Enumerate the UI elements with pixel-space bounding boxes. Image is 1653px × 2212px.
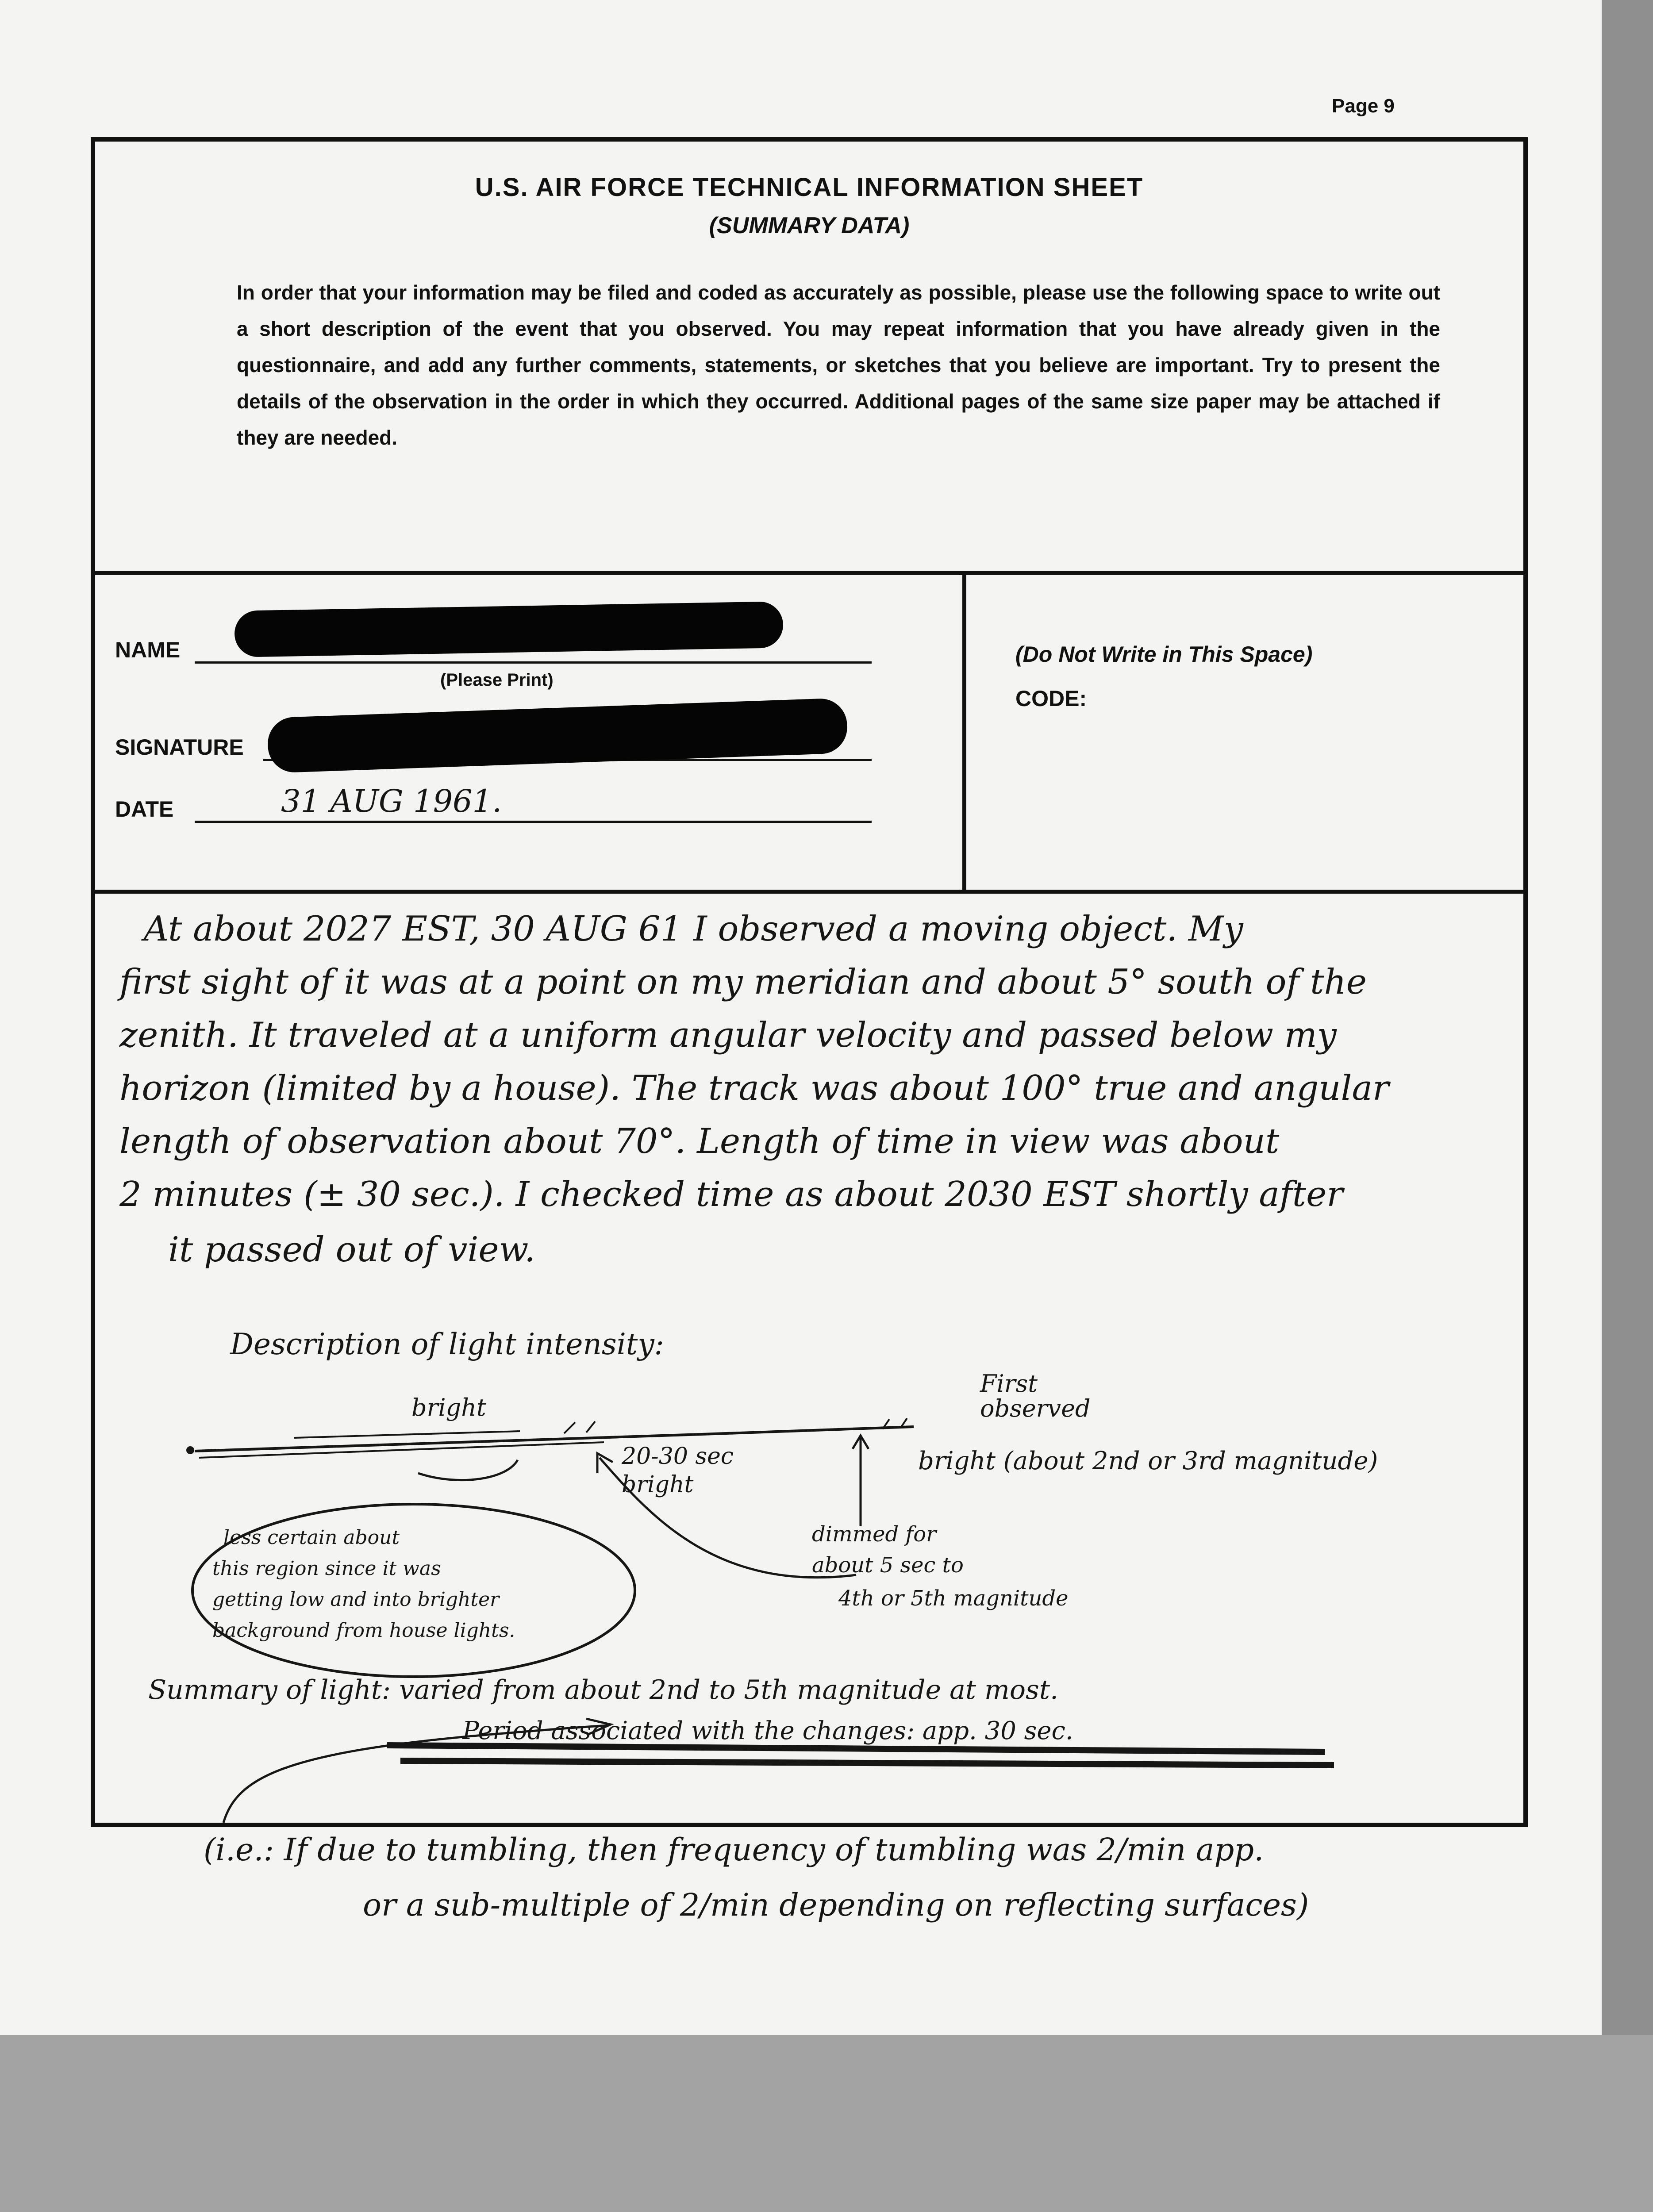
circled-note-3: getting low and into brighter	[212, 1588, 500, 1611]
description-line-1: At about 2027 EST, 30 AUG 61 I observed a moving object. My	[144, 909, 1243, 949]
sketch-first-observed: First observed	[980, 1370, 1091, 1422]
scan-background	[0, 2035, 1653, 2212]
form-subtitle: (SUMMARY DATA)	[709, 213, 910, 238]
sketch-first-bright: bright (about 2nd or 3rd magnitude)	[918, 1447, 1378, 1475]
footnote-line-1: (i.e.: If due to tumbling, then frequency of tumbling was 2/min app.	[204, 1832, 1264, 1868]
description-line-4: horizon (limited by a house). The track was about 100° true and angular	[119, 1068, 1389, 1108]
office-use-note: (Do Not Write in This Space)	[1015, 642, 1313, 667]
form-title: U.S. AIR FORCE TECHNICAL INFORMATION SHEET	[475, 173, 1144, 202]
sketch-dimmed-line-1: dimmed for	[812, 1522, 937, 1547]
description-line-3: zenith. It traveled at a uniform angular velocity and passed below my	[119, 1015, 1337, 1055]
date-label: DATE	[115, 797, 174, 822]
sketch-dimmed-line-2: about 5 sec to	[812, 1553, 964, 1578]
description-line-7: it passed out of view.	[168, 1230, 535, 1270]
circled-note-1: less certain about	[223, 1526, 400, 1549]
code-label: CODE:	[1015, 686, 1087, 711]
description-line-5: length of observation about 70°. Length of time in view was about	[119, 1121, 1280, 1161]
period-line: Period associated with the changes: app. 30 sec.	[462, 1717, 1073, 1745]
circled-note-2: this region since it was	[212, 1557, 441, 1580]
summary-form	[91, 137, 1528, 1827]
form-instructions: In order that your information may be filed and coded as accurately as possible, please use the following space to write out a short description of the event that you observed. You may repeat information that you have already given in the questionnaire, and add any further comments, statements, or sketches that you believe are important. Try to present the details of the observation in the order in which they occurred. Additional pages of the same size paper may be attached if they are needed.	[237, 281, 1440, 449]
signature-label: SIGNATURE	[115, 735, 244, 760]
circled-note-4: background from house lights.	[212, 1619, 515, 1642]
footnote-line-2: or a sub-multiple of 2/min depending on reflecting surfaces)	[363, 1887, 1309, 1923]
name-label: NAME	[115, 637, 181, 662]
description-line-2: first sight of it was at a point on my meridian and about 5° south of the	[119, 962, 1367, 1002]
sketch-dimmed-line-3: 4th or 5th magnitude	[838, 1586, 1069, 1611]
summary-line: Summary of light: varied from about 2nd to 5th magnitude at most.	[148, 1674, 1059, 1705]
description-line-6: 2 minutes (± 30 sec.). I checked time as about 2030 EST shortly after	[119, 1175, 1343, 1214]
sketch-interval-label: 20-30 sec bright	[622, 1443, 734, 1498]
please-print-note: (Please Print)	[440, 670, 554, 690]
scan-edge	[1602, 0, 1653, 2035]
intensity-heading: Description of light intensity:	[230, 1327, 664, 1361]
page-number: Page 9	[1332, 95, 1395, 117]
sketch-bright-label: bright	[411, 1394, 486, 1421]
date-value: 31 AUG 1961.	[281, 783, 502, 819]
